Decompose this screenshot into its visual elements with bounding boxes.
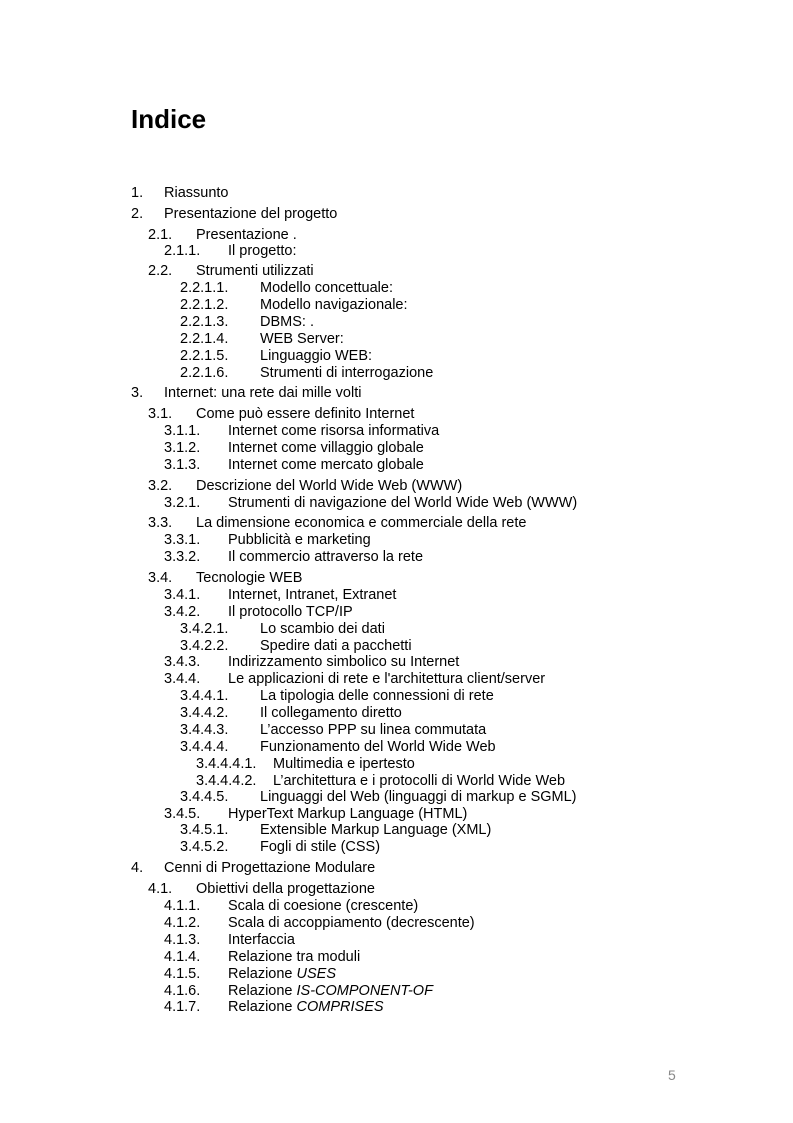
toc-entry-number: 3.4.4.4.1. <box>196 756 257 772</box>
toc-entry-number: 4.1.5. <box>164 966 201 982</box>
toc-entry-number: 2.2.1.1. <box>180 280 229 296</box>
toc-entry-title: Relazione tra moduli <box>228 949 361 965</box>
toc-entry-number: 3.4. <box>148 570 173 586</box>
toc-entry-title: Le applicazioni di rete e l'architettura client/server <box>228 671 546 687</box>
toc-entry-italic-term: COMPRISES <box>296 999 384 1015</box>
toc-entry-number: 2.2.1.4. <box>180 331 229 347</box>
toc-entry-number: 2.1. <box>148 227 173 243</box>
toc-entry-title: Linguaggio WEB: <box>260 348 373 364</box>
toc-entry-number: 4.1.2. <box>164 915 201 931</box>
toc-entry-title: Cenni di Progettazione Modulare <box>164 860 376 876</box>
toc-entry-number: 3.4.4.2. <box>180 705 229 721</box>
toc-entry-number: 4.1. <box>148 881 173 897</box>
toc-entry-title: Pubblicità e marketing <box>228 532 371 548</box>
toc-entry-title: Scala di coesione (crescente) <box>228 898 419 914</box>
toc-entry-number: 3.4.4. <box>164 671 201 687</box>
toc-entry-number: 3.4.4.4. <box>180 739 229 755</box>
toc-entry-title: L’architettura e i protocolli di World Wide Web <box>273 773 566 789</box>
toc-entry-number: 3.4.5. <box>164 806 201 822</box>
toc-entry-title: Interfaccia <box>228 932 295 948</box>
toc-entry-title: Presentazione . <box>196 227 297 243</box>
toc-entry-title: Strumenti di navigazione del World Wide Web (WWW) <box>228 495 578 511</box>
toc-entry-title: Strumenti utilizzati <box>196 263 314 279</box>
toc-entry-title: Il commercio attraverso la rete <box>228 549 424 565</box>
toc-entry-title: L’accesso PPP su linea commutata <box>260 722 487 738</box>
toc-entry-number: 4. <box>131 860 144 876</box>
toc-entry-number: 3.4.4.4.2. <box>196 773 257 789</box>
toc-entry-title: Il progetto: <box>228 243 297 259</box>
toc-entry-title: Relazione USES <box>228 966 337 982</box>
toc-entry-number: 2.1.1. <box>164 243 201 259</box>
toc-entry-number: 2.2. <box>148 263 173 279</box>
toc-entry-number: 3.1.1. <box>164 423 201 439</box>
toc-entry-number: 2.2.1.2. <box>180 297 229 313</box>
toc-entry-number: 2.2.1.5. <box>180 348 229 364</box>
toc-entry-title: Fogli di stile (CSS) <box>260 839 381 855</box>
toc-entry-number: 3.3.2. <box>164 549 201 565</box>
toc-entry-number: 3.2.1. <box>164 495 201 511</box>
page-title: Indice <box>131 104 207 134</box>
toc-entry-title: Linguaggi del Web (linguaggi di markup e SGML) <box>260 789 577 805</box>
toc-entry-number: 2. <box>131 206 144 222</box>
toc-entry-title: Internet come mercato globale <box>228 457 424 473</box>
toc-entry-number: 3.4.1. <box>164 587 201 603</box>
toc-entry-title: Internet, Intranet, Extranet <box>228 587 397 603</box>
toc-entry-title: Multimedia e ipertesto <box>273 756 415 772</box>
toc-entry-number: 4.1.6. <box>164 983 201 999</box>
toc-entry-number: 3.4.3. <box>164 654 201 670</box>
toc-entry-title: Il protocollo TCP/IP <box>228 604 353 620</box>
toc-entry-title: WEB Server: <box>260 331 344 347</box>
toc-entry-title: Come può essere definito Internet <box>196 406 415 422</box>
toc-entry-number: 2.2.1.6. <box>180 365 229 381</box>
toc-entry-number: 3.4.5.1. <box>180 822 229 838</box>
toc-entry-title: Indirizzamento simbolico su Internet <box>228 654 460 670</box>
toc-entry-number: 3.1.2. <box>164 440 201 456</box>
toc-entry-title: Riassunto <box>164 185 229 201</box>
toc-entry-title: Modello navigazionale: <box>260 297 408 313</box>
toc-entry-title: DBMS: . <box>260 314 314 330</box>
toc-entry-title: Lo scambio dei dati <box>260 621 385 637</box>
toc-entry-title: Tecnologie WEB <box>196 570 303 586</box>
toc-entry-number: 3.4.4.3. <box>180 722 229 738</box>
toc-entry-number: 3.4.4.5. <box>180 789 229 805</box>
toc-entry-number: 3.4.4.1. <box>180 688 229 704</box>
toc-entry-title: Descrizione del World Wide Web (WWW) <box>196 478 463 494</box>
toc-entry-number: 3. <box>131 385 144 401</box>
toc-entry-title: Il collegamento diretto <box>260 705 402 721</box>
toc-entry-number: 4.1.7. <box>164 999 201 1015</box>
toc-entry-number: 3.4.2.2. <box>180 638 229 654</box>
toc-entry-title: Funzionamento del World Wide Web <box>260 739 496 755</box>
toc-entry-number: 2.2.1.3. <box>180 314 229 330</box>
toc-entry-title: La dimensione economica e commerciale della rete <box>196 515 527 531</box>
toc-entry-number: 4.1.3. <box>164 932 201 948</box>
toc-entry-title: Relazione COMPRISES <box>228 999 384 1015</box>
toc-entry-title: Obiettivi della progettazione <box>196 881 375 897</box>
toc-entry-number: 3.3. <box>148 515 173 531</box>
toc-entry-title: Strumenti di interrogazione <box>260 365 434 381</box>
toc-entry-number: 4.1.1. <box>164 898 201 914</box>
toc-entry-italic-term: USES <box>296 966 337 982</box>
toc-entry-title: Relazione IS-COMPONENT-OF <box>228 983 433 999</box>
toc-entry-number: 3.1.3. <box>164 457 201 473</box>
toc-entry-title: Internet: una rete dai mille volti <box>164 385 362 401</box>
toc-entry-title: Presentazione del progetto <box>164 206 338 222</box>
toc-entry-title: Modello concettuale: <box>260 280 393 296</box>
toc-entry-title: HyperText Markup Language (HTML) <box>228 806 468 822</box>
toc-entry-title: Spedire dati a pacchetti <box>260 638 412 654</box>
toc-entry-number: 3.3.1. <box>164 532 201 548</box>
toc-entry-number: 3.1. <box>148 406 173 422</box>
toc-entry-number: 4.1.4. <box>164 949 201 965</box>
toc-entry-number: 1. <box>131 185 144 201</box>
page-number: 5 <box>668 1067 676 1083</box>
toc-entry-number: 3.4.2. <box>164 604 201 620</box>
toc-entry-number: 3.4.2.1. <box>180 621 229 637</box>
toc-entry-title: La tipologia delle connessioni di rete <box>260 688 494 704</box>
toc-entry-title: Internet come villaggio globale <box>228 440 424 456</box>
toc-entry-number: 3.2. <box>148 478 173 494</box>
toc-entry-number: 3.4.5.2. <box>180 839 229 855</box>
toc-entry-title: Internet come risorsa informativa <box>228 423 440 439</box>
toc-entry-title: Scala di accoppiamento (decrescente) <box>228 915 475 931</box>
toc-entry-italic-term: IS-COMPONENT-OF <box>296 983 433 999</box>
toc-entry-title: Extensible Markup Language (XML) <box>260 822 492 838</box>
